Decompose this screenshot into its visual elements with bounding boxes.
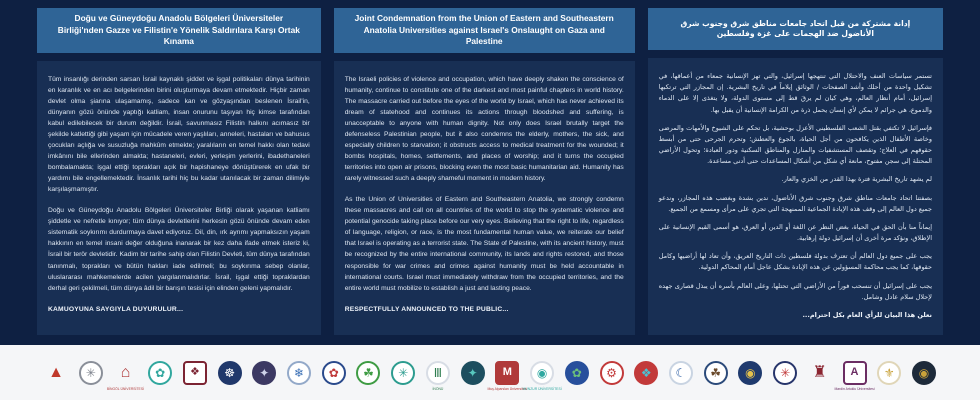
tree-seal-icon: ☘: [704, 361, 728, 385]
arabic-title: إدانة مشتركة من قبل اتحاد جامعات مناطق شرق وجنوب شرق الأناضول ضد الهجمات على غزة وفلسطين: [648, 8, 943, 50]
red-blue-seal-icon: ✿: [322, 361, 346, 385]
university-logo: [79, 361, 103, 385]
turkish-closing-line: KAMUOYUNA SAYGIYLA DUYURULUR...: [48, 305, 184, 313]
university-logo-label: BİNGÖL ÜNİVERSİTESİ: [106, 386, 145, 391]
green-seal-icon: ☘: [356, 361, 380, 385]
crescent-seal-icon: ☾: [669, 361, 693, 385]
teal-star-seal-icon: ✳: [391, 361, 415, 385]
gray-seal-icon: ✳: [79, 361, 103, 385]
english-closing-line: RESPECTFULLY ANNOUNCED TO THE PUBLIC...: [344, 305, 509, 313]
university-logo: [487, 361, 528, 391]
university-logos-strip: [0, 345, 980, 400]
university-logo: [287, 361, 311, 385]
university-logo-label: MUNZUR ÜNİVERSİTESİ: [522, 386, 562, 391]
arabic-column: [648, 8, 943, 335]
university-logo: [44, 361, 68, 385]
arabic-paragraph: يجب على جميع دول العالم أن تعترف بدولة فلسطين ذات التاريخ العريق، وأن تعاد لها أراضيها وكامل حقوقها، كما يجب محاكمة المسؤولين عن هذه الإبادة بشكل عاجل أمام المحاكم الدولية.: [658, 252, 932, 272]
arabic-paragraph: فإسرائيل لا تكتفي بقتل الشعب الفلسطيني الأعزل بوحشية، بل تحكم على الشيوخ والأمهات والمرضى وخاصة الأطفال الذين يكافحون من أجل الحياة، بالجوع والعطش؛ وتحرم الجرحى حتى من أبسط حقوقهم في العلاج؛ وتقصف المستشفيات والمنازل والمناطق السكنية ودور العبادة؛ وتحول الأراضي المحتلة إلى سجن مفتوح، مانعة أي شكل من أشكال المساعدات حتى أدنى مساعدة.: [658, 123, 932, 166]
english-title: Joint Condemnation from the Union of Eastern and Southeastern Anatolia Universities against Israel's Onslaught on Gaza and Palestine: [334, 8, 635, 53]
teal-oval-logo-icon: ◉: [530, 361, 554, 385]
arabic-paragraph: إيماناً منا بأن الحق في الحياة، بغض النظر عن اللغة أو الدين أو العرق، هو أسمى القيم الإنسانية على الإطلاق، ونؤكد مرة أخرى أن إسرائيل دولة إرهابية.: [658, 222, 932, 243]
navy-seal-icon: ☸: [218, 361, 242, 385]
university-logo: [183, 361, 207, 385]
minaret-logo-icon: ♜: [812, 363, 827, 381]
blue-yellow-seal-icon: ◉: [738, 361, 762, 385]
arabic-paragraph: لم يشهد تاريخ البشرية فترة بهذا القدر من الخزي والعار.: [781, 175, 932, 184]
university-logo: [148, 361, 172, 385]
turkish-title: Doğu ve Güneydoğu Anadolu Bölgeleri Üniversiteler Birliği'nden Gazze ve Filistin'e Yönelik Saldırılara Karşı Ortak Kınama: [37, 8, 321, 53]
university-logo: [391, 361, 415, 385]
university-logo: [600, 361, 624, 385]
university-logo: [522, 361, 562, 391]
university-logo-label: İNÖNÜ: [432, 386, 444, 391]
blue-green-seal-icon: ✿: [565, 361, 589, 385]
university-logo: [773, 361, 797, 385]
university-logo-label: Muş Alparslan Üniversitesi: [487, 386, 528, 391]
university-logo: [669, 361, 693, 385]
english-column: [334, 8, 635, 335]
university-logo: [738, 361, 762, 385]
university-logo: [356, 361, 380, 385]
red-teal-seal-icon: ❖: [634, 361, 658, 385]
turkish-column: [37, 8, 321, 335]
university-logo: [912, 361, 936, 385]
red-square-logo-icon: M: [495, 361, 519, 385]
university-logo: [218, 361, 242, 385]
arabic-paragraph: يجب على إسرائيل أن تنسحب فوراً من الأراضي التي تحتلها، وعلى العالم بأسره أن يبذل قصارى جهده لإحلال سلام عادل وشامل.: [658, 281, 932, 301]
snowflake-seal-icon: ❄: [287, 361, 311, 385]
university-logo: [252, 361, 276, 385]
university-logo: [808, 361, 832, 385]
university-logo-label: Mardin Artuklu Üniversitesi: [834, 386, 875, 391]
turkish-paragraph: Tüm insanlığı derinden sarsan İsrail kaynaklı şiddet ve işgal politikaları dünya tarihinin en karanlık ve en acı belgelerinden birini oluşturmaya devam etmektedir. Hiçbir zaman devlet olma şiarına ulaşamamış, sadece kan ve gözyaşından beslenen İsrail'in, dünyanın gözü önünde yaptığı katliam, insan onurunu taşıyan hiç kimse tarafından kabul edilebilecek bir durum değildir. İsrail, savunmasız Filistin halkını acımasız bir şekilde katlettiği gibi yaşam için mücadele veren yaşlıları, anneleri, hastaları ve bahusus çocukları açlığa ve susuzluğa mahkûm etmekte; yaralıların en temel hakkı olan tedavi imkânını bile ellerinden almakta; hastaneleri, evleri, yerleşim yerlerini, ibadethaneleri bombalamakta; işgal ettiği toprakları açık bir hapishaneye dönüştürerek en ufak bir yardımı bile engellemektedir. İnsanlık tarihi hiç bu kadar utanılacak bir zaman dilimiyle karşılaşmamıştır.: [48, 75, 310, 194]
arabic-body-panel: [648, 58, 943, 335]
navy-red-seal-icon: ✳: [773, 361, 797, 385]
turkish-paragraph: Doğu ve Güneydoğu Anadolu Bölgeleri Üniversiteler Birliği olarak yaşanan katliamı şiddetle ve nefretle kınıyor; tüm dünya devletlerini herkesin gözü önünde devam eden sistematik soykırımı durdurmaya davet ediyoruz. Dil, din, ırk ayrımı yapmaksızın yaşam hakkının en temel insani değer olduğuna inanarak bir kez daha ifade etmek isteriz ki, İsrail bir terör devletidir. Kadim bir tarihe sahip olan Filistin Devleti, tüm dünya tarafından tanınmalı, toprakları ve bütün hakları iade edilmeli; bu soykırıma sebep olanlar, uluslararası mahkemelerde acilen yargılanmalıdırlar. İsrail, işgal ettiği topraklardan derhal geri çekilmeli, tüm dünya âdil bir barışın tesisi için elinden geleni yapmalıdır.: [48, 207, 310, 292]
university-logo: [322, 361, 346, 385]
teal-tulip-seal-icon: ✿: [148, 361, 172, 385]
university-logo: [634, 361, 658, 385]
university-logo: [461, 361, 485, 385]
arabic-paragraph: تستمر سياسات العنف والاحتلال التي تنتهجها إسرائيل، والتي تهز الإنسانية جمعاء من أعماقها، في تشكيل واحدة من أحلك وأشد الصفحات / الوثائق إيلاماً في تاريخ البشرية. إن المجازر التي ترتكبها إسرائيل، أمام أنظار العالم، وهي كيان لم يرقَ قط إلى مستوى الدولة، ولا يتغذى إلا على الدماء والدموع، هي جرائم لا يمكن لأي إنسان يحمل ذرة من الكرامة الإنسانية أن يقبل بها.: [658, 72, 932, 114]
english-body-panel: [334, 61, 635, 335]
arabic-closing-line: نعلن هذا البيان للرأي العام بكل احترام...: [802, 310, 932, 319]
dark-gold-seal-icon: ◉: [912, 361, 936, 385]
purple-seal-icon: ✦: [252, 361, 276, 385]
university-logo: [704, 361, 728, 385]
english-paragraph: The Israeli policies of violence and occupation, which have deeply shaken the conscience of humanity, continue to constitute one of the darkest and most painful chapters in world history. The massacre carried out before the eyes of the world by Israel, which has never achieved its dream of statehood and continues its actions through bloodshed and suffering, is unacceptable to anyone with human dignity. Not only does Israel brutally target the defenseless Palestinian people, but it also condemns the elderly, mothers, the sick, and especially children to starvation; it obstructs access to medical treatment for the wounded; it bombs hospitals, homes, settlements, and places of worship; and it turns the occupied territories into open air prisons, blocking even the most basic humanitarian aid. Humanity has rarely witnessed such a deeply shameful moment in modern history.: [344, 75, 624, 183]
university-logo: [426, 361, 450, 391]
mountain-logo-icon: ▲: [48, 363, 64, 381]
columns-logo-icon: Ⅲ: [426, 361, 450, 385]
turkish-body-panel: [37, 61, 321, 335]
maroon-square-seal-icon: ❖: [183, 361, 207, 385]
red-arch-logo-icon: ⌂: [120, 363, 131, 381]
university-logo: [565, 361, 589, 385]
purple-square-logo-icon: A: [843, 361, 867, 385]
university-logo: [834, 361, 875, 391]
gold-tulip-logo-icon: ⚜: [877, 361, 901, 385]
university-logo: [877, 361, 901, 385]
dark-teal-seal-icon: ✦: [461, 361, 485, 385]
university-logo: [106, 361, 145, 391]
arabic-paragraph: بصفتنا اتحاد جامعات مناطق شرق وجنوب شرق الأناضول، ندين بشدة وبغضب هذه المجازر، وندعو جميع دول العالم إلى وقف هذه الإبادة الجماعية الممنهجة التي تجري على مرأى ومسمع من الجميع.: [658, 193, 932, 213]
red-gear-seal-icon: ⚙: [600, 361, 624, 385]
english-paragraph: As the Union of Universities of Eastern and Southeastern Anatolia, we strongly condemn these massacres and call on all countries of the world to stop the systematic violence and potential genocide taking place before our very eyes. Believing that the right to life, regardless of language, religion, or race, is the most fundamental human value, we reiterate our belief that Israel is operating as a terrorist state. The State of Palestine, with its ancient history, must be recognized by the entire international community, its lands and rights restored, and those responsible for war crimes and crimes against humanity must be held accountable in international courts. Israel must immediately withdraw from the occupied territories, and the entire world must mobilize to establish a just and lasting peace.: [344, 196, 624, 292]
